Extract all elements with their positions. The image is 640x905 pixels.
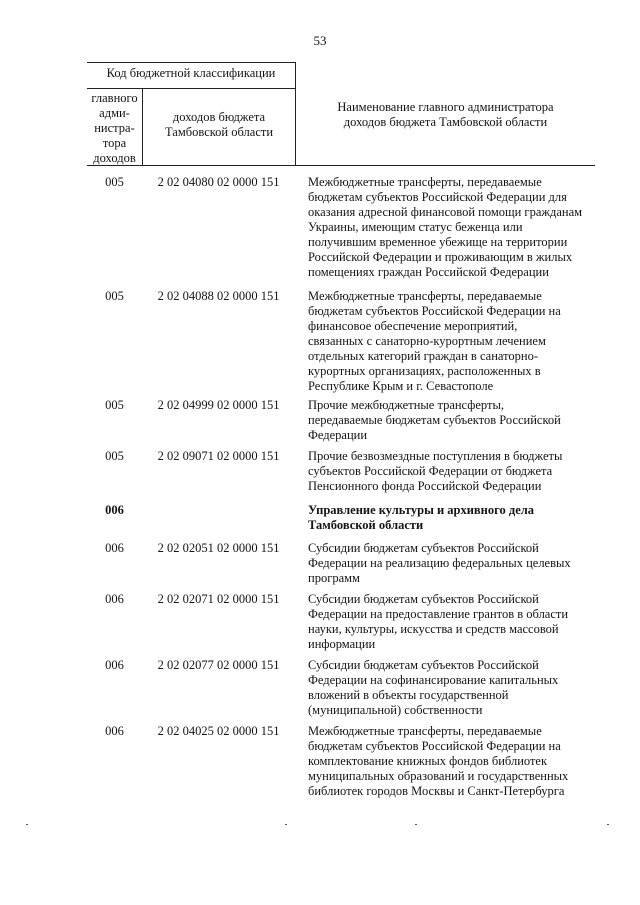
admin-header-line: нистра- (94, 121, 135, 135)
description-line: Межбюджетные трансферты, передаваемые (308, 289, 542, 303)
budget-code-cell (142, 503, 295, 533)
table-row (87, 289, 594, 394)
description-line: курортных организациях, расположенных в (308, 364, 541, 378)
description-line: Субсидии бюджетам субъектов Российской (308, 658, 539, 672)
description-line: бюджетам субъектов Российской Федерации на (308, 304, 561, 318)
income-column-header (143, 110, 295, 140)
description-line: программ (308, 571, 360, 585)
budget-code-cell: 2 02 04088 02 0000 151 (157, 289, 280, 303)
description-line: Тамбовской области (308, 518, 424, 532)
income-header-line: Тамбовской области (164, 125, 274, 139)
budget-code-cell: 2 02 04025 02 0000 151 (157, 724, 280, 738)
description-line: муниципальных образований и государственных (308, 769, 569, 783)
description-line: передаваемые бюджетам субъектов Российской (308, 413, 561, 427)
description-line: Управление культуры и архивного дела (308, 503, 535, 517)
classification-header: Код бюджетной классификации (106, 66, 276, 80)
admin-header-line: тора (102, 136, 127, 150)
description-line: Федерации (308, 428, 368, 442)
description-line: Субсидии бюджетам субъектов Российской (308, 592, 539, 606)
description-line: Прочие межбюджетные трансферты, (308, 398, 504, 412)
admin-code-cell: 006 (105, 541, 124, 555)
description-line: бюджетам субъектов Российской Федерации на (308, 739, 561, 753)
description-line: комплектование книжных фондов библиотек (308, 754, 548, 768)
description-line: Межбюджетные трансферты, передаваемые (308, 175, 542, 189)
admin-column-header (87, 91, 142, 166)
table-row (87, 503, 594, 533)
admin-code-cell: 006 (105, 724, 124, 738)
table-row (87, 658, 594, 718)
admin-code-cell: 005 (105, 398, 124, 412)
scan-speck (285, 824, 287, 825)
description-line: бюджетам субъектов Российской Федерации для (308, 190, 567, 204)
revenue-administrators-table (87, 62, 595, 798)
header-top-rule (87, 62, 295, 63)
budget-code-cell: 2 02 09071 02 0000 151 (157, 449, 280, 463)
description-line: субъектов Российской Федерации от бюджета (308, 464, 553, 478)
description-line: Межбюджетные трансферты, передаваемые (308, 724, 542, 738)
name-column-header (296, 100, 595, 130)
description-line: Субсидии бюджетам субъектов Российской (308, 541, 539, 555)
table-header (87, 62, 595, 166)
table-row (87, 724, 594, 799)
description-line: оказания адресной финансовой помощи гражданам (308, 205, 583, 219)
admin-code-cell: 006 (105, 592, 124, 606)
description-line: Российской Федерации и проживающим в жилых (308, 250, 573, 264)
description-line: вложений в объекты государственной (308, 688, 509, 702)
description-line: информации (308, 637, 376, 651)
budget-code-cell: 2 02 04080 02 0000 151 (157, 175, 280, 189)
description-line: библиотек городов Москвы и Санкт-Петербурга (308, 784, 565, 798)
header-mid-rule (87, 88, 295, 89)
description-line: науки, культуры, искусства и средств массовой (308, 622, 559, 636)
budget-code-cell: 2 02 02051 02 0000 151 (157, 541, 280, 555)
description-line: Федерации на предоставление грантов в области (308, 607, 569, 621)
admin-code-cell: 006 (105, 503, 124, 517)
description-line: финансовое обеспечение мероприятий, (308, 319, 518, 333)
description-cell (295, 592, 594, 652)
description-line: Федерации на софинансирование капитальных (308, 673, 559, 687)
description-cell (295, 289, 594, 394)
description-line: Прочие безвозмездные поступления в бюджеты (308, 449, 563, 463)
scan-speck (415, 824, 417, 825)
table-row (87, 449, 594, 494)
description-line: Федерации на реализацию федеральных целевых (308, 556, 571, 570)
description-line: (муниципальной) собственности (308, 703, 483, 717)
description-cell (295, 658, 594, 718)
admin-header-line: доходов (93, 151, 136, 165)
admin-code-cell: 006 (105, 658, 124, 672)
budget-code-cell: 2 02 02077 02 0000 151 (157, 658, 280, 672)
admin-code-cell: 005 (105, 175, 124, 189)
admin-code-cell: 005 (105, 289, 124, 303)
name-header-line: Наименование главного администратора (337, 100, 554, 114)
admin-code-cell: 005 (105, 449, 124, 463)
description-line: помещениях граждан Российской Федерации (308, 265, 549, 279)
income-header-line: доходов бюджета (172, 110, 266, 124)
description-cell (295, 175, 594, 280)
budget-code-cell: 2 02 02071 02 0000 151 (157, 592, 280, 606)
page-number: 53 (313, 33, 327, 48)
description-cell (295, 724, 594, 799)
description-line: Украины, имеющим статус беженца или (308, 220, 523, 234)
description-cell (295, 449, 594, 494)
description-line: получившим временное убежище на территории (308, 235, 568, 249)
table-row (87, 175, 594, 280)
admin-header-line: адми- (99, 106, 130, 120)
budget-code-cell: 2 02 04999 02 0000 151 (157, 398, 280, 412)
description-cell (295, 398, 594, 443)
description-cell (295, 503, 594, 533)
table-row (87, 592, 594, 652)
description-line: отдельных категорий граждан в санаторно- (308, 349, 539, 363)
description-line: связанных с санаторно-курортным лечением (308, 334, 546, 348)
description-cell (295, 541, 594, 586)
name-header-line: доходов бюджета Тамбовской области (343, 115, 548, 129)
table-row (87, 541, 594, 586)
scan-speck (26, 824, 28, 825)
description-line: Республике Крым и г. Севастополе (308, 379, 494, 393)
table-row (87, 398, 594, 443)
scan-speck (607, 824, 609, 825)
description-line: Пенсионного фонда Российской Федерации (308, 479, 542, 493)
admin-header-line: главного (91, 91, 138, 105)
